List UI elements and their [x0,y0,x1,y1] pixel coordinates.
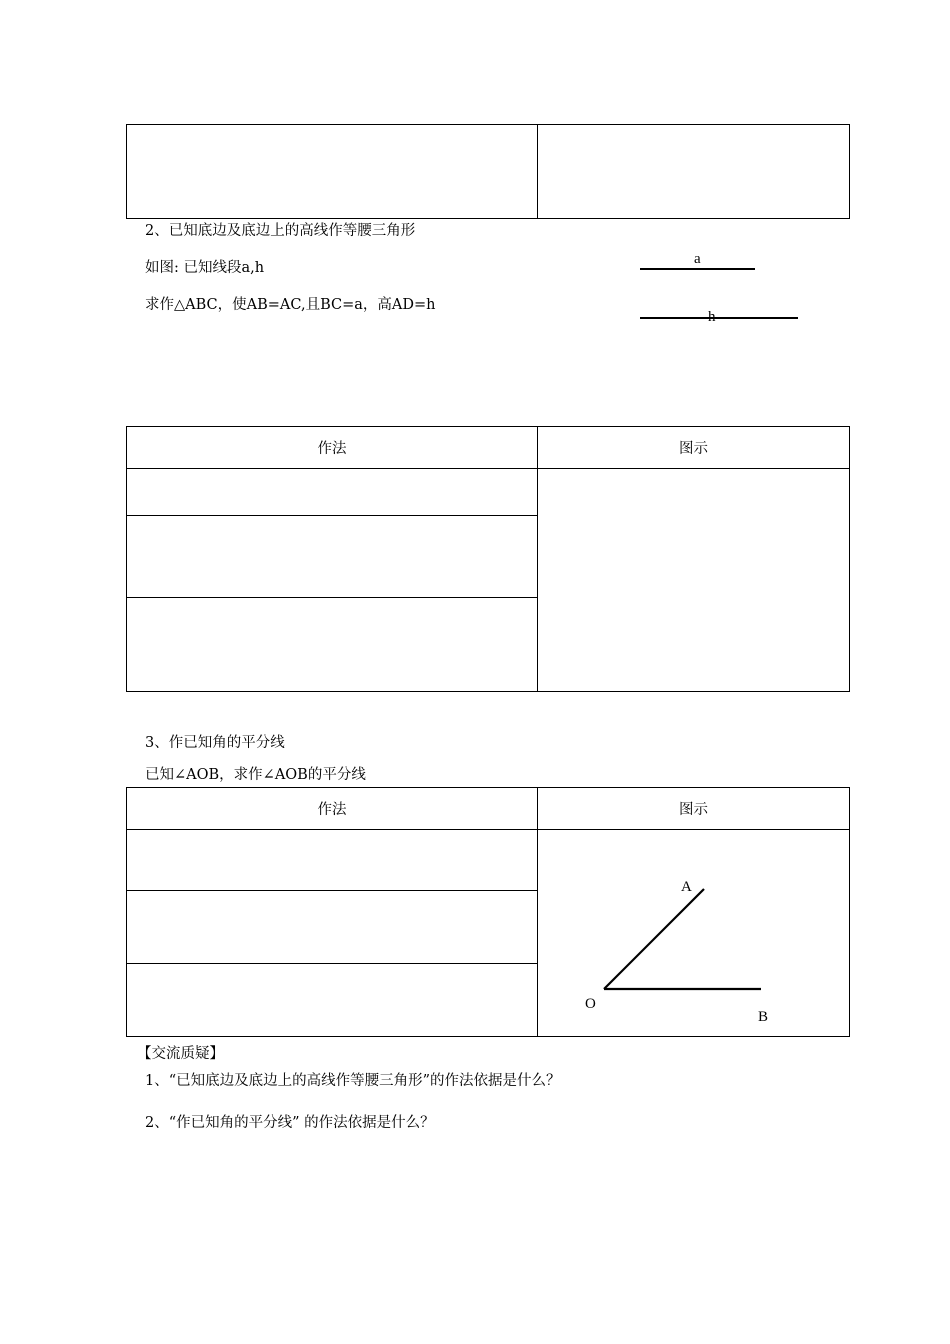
section3-task: 已知∠AOB，求作∠AOB的平分线 [145,767,366,783]
discussion-heading: 【交流质疑】 [137,1046,224,1062]
section3-title: 3、作已知角的平分线 [145,735,285,751]
section2-task: 求作△ABC，使AB=AC,且BC=a，高AD=h [145,297,436,313]
angle-aob-figure [590,880,780,1000]
table2-step-1 [127,469,538,516]
top-table-cell-figure [538,125,850,219]
discussion-question-2: 2、“作已知角的平分线” 的作法依据是什么？ [145,1115,435,1131]
discussion-question-1: 1、“已知底边及底边上的高线作等腰三角形”的作法依据是什么？ [145,1073,561,1089]
table3-step-3 [127,964,538,1037]
section2-title: 2、已知底边及底边上的高线作等腰三角形 [145,223,416,239]
table2-header-figure: 图示 [538,427,850,469]
table3-step-1 [127,830,538,891]
top-table-cell-method [127,125,538,219]
table2-header-method: 作法 [127,427,538,469]
label-a: a [694,251,701,267]
ray-oa [604,889,704,989]
table2-figure-area [538,469,850,692]
label-h: h [708,309,716,325]
construction-table-2 [126,426,850,692]
label-O: O [585,996,596,1012]
section2-given: 如图: 已知线段a,h [145,260,265,276]
table3-header-method: 作法 [127,788,538,830]
label-A: A [681,879,692,895]
table3-step-2 [127,891,538,964]
table2-step-3 [127,598,538,692]
table2-step-2 [127,516,538,598]
segments-figure [630,248,810,328]
table3-header-figure: 图示 [538,788,850,830]
top-table [126,124,850,219]
label-B: B [758,1009,769,1025]
